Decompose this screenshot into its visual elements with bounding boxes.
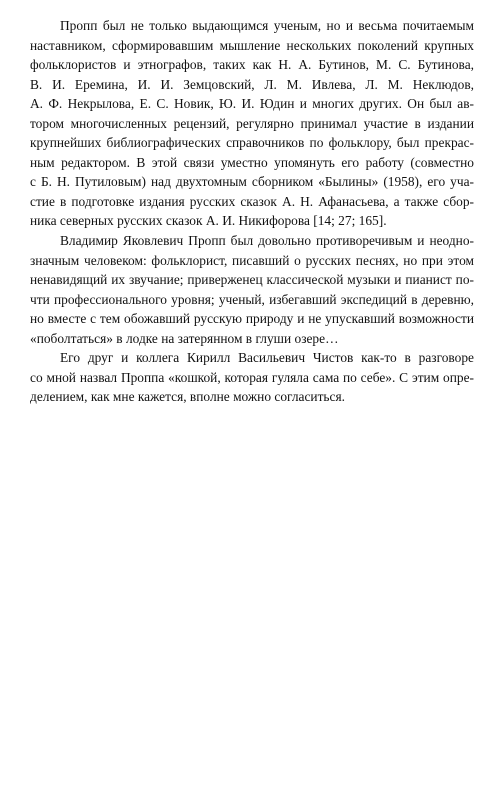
text-line: со мной назвал Проппа «кошкой, которая гуляла сама по себе». С этим опре- (30, 369, 474, 385)
text-line: наставником, сформировавшим мышление нескольких поколений крупных (30, 37, 474, 53)
text-line: стие в подготовке издания русских сказок А. Н. Афанасьева, а также сбор- (30, 193, 474, 209)
text-line: «поболтаться» в лодке на затерянном в глуши озере… (30, 330, 339, 346)
text-line: с Б. Н. Путиловым) над двухтомным сборником «Былины» (1958), его уча- (30, 174, 474, 190)
paragraph-3 (30, 348, 474, 407)
text-line: ным редактором. В этой связи уместно упомянуть его работу (совместно (30, 154, 474, 170)
text-line: А. Ф. Некрылова, Е. С. Новик, Ю. И. Юдин и многих других. Он был ав- (30, 96, 474, 112)
paragraph-2 (30, 231, 474, 348)
text-line: ненавидящий их звучание; приверженец классической музыки и пианист по- (30, 272, 474, 288)
paragraph-1 (30, 16, 474, 231)
text-line: тором многочисленных рецензий, регулярно принимал участие в издании (30, 115, 474, 131)
text-line: В. И. Еремина, И. И. Земцовский, Л. М. Ивлева, Л. М. Неклюдов, (30, 76, 474, 92)
document-page (30, 16, 474, 407)
text-line: Пропп был не только выдающимся ученым, но и весьма почитаемым (60, 18, 474, 33)
text-line: но вместе с тем обожавший русскую природу и не упускавший возможности (30, 311, 474, 327)
text-line: фольклористов и этнографов, таких как Н. А. Бутинов, М. С. Бутинова, (30, 57, 474, 73)
text-line: Владимир Яковлевич Пропп был довольно противоречивым и неодно- (60, 233, 474, 249)
text-line: чти профессионального уровня; ученый, избегавший экспедиций в деревню, (30, 291, 474, 307)
text-line: ника северных русских сказок А. И. Никифорова [14; 27; 165]. (30, 213, 387, 229)
text-line: делением, как мне кажется, вполне можно согласиться. (30, 389, 345, 405)
text-line: Его друг и коллега Кирилл Васильевич Чистов как-то в разговоре (60, 350, 474, 366)
text-line: крупнейших библиографических справочников по фольклору, был прекрас- (30, 135, 474, 151)
text-line: значным человеком: фольклорист, писавший о русских песнях, но при этом (30, 252, 474, 268)
